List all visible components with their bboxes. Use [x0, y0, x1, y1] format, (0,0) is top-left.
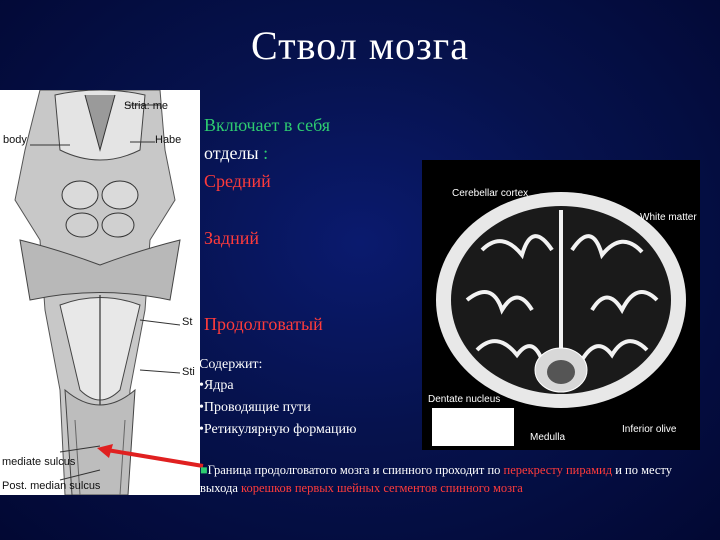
- cerebellum-section-image: [422, 160, 700, 450]
- label-posterior-median-sulcus: Post. median sulcus: [2, 480, 101, 492]
- contains-item-nuclei: •Ядра: [199, 378, 234, 393]
- footer-highlight-2: корешков первых шейных сегментов спинного мозга: [241, 481, 523, 495]
- intro-line-2-colon: :: [258, 143, 269, 163]
- label-medulla: Medulla: [530, 432, 566, 443]
- label-st-1: St: [182, 316, 193, 328]
- label-body: body: [3, 134, 27, 146]
- label-dentate-nucleus: Dentate nucleus: [428, 394, 501, 405]
- cerebellum-drawing: [422, 160, 700, 450]
- label-intermediate-sulcus: mediate sulcus: [2, 456, 76, 468]
- label-st-2: Sti: [182, 366, 195, 378]
- brainstem-illustration: [0, 90, 200, 495]
- contains-item-reticular: •Ретикулярную формацию: [199, 422, 357, 437]
- intro-line-2-word: отделы: [204, 143, 259, 163]
- contains-heading: Содержит:: [199, 357, 263, 372]
- label-stria: Stria: me: [124, 100, 169, 112]
- intro-line-1: Включает в себя: [204, 115, 331, 135]
- footer-highlight-1: перекресту пирамид: [503, 463, 613, 477]
- slide-title: Ствол мозга: [251, 23, 469, 68]
- section-midbrain: Средний: [204, 171, 271, 191]
- intro-line-2: [204, 140, 268, 166]
- footer-note: [200, 461, 705, 497]
- brainstem-drawing: [0, 90, 200, 495]
- label-white-matter: White matter: [640, 212, 697, 223]
- footer-bullet: ■: [200, 463, 208, 477]
- label-habe: Habe: [155, 134, 182, 146]
- red-arrow-icon: [95, 444, 205, 474]
- label-cerebellar-cortex: Cerebellar cortex: [452, 188, 529, 199]
- footer-text-2: и по месту выхода: [200, 463, 672, 495]
- label-inferior-olive: Inferior olive: [622, 424, 677, 435]
- contains-item-pathways: •Проводящие пути: [199, 400, 311, 415]
- section-hindbrain: Задний: [204, 228, 260, 248]
- footer-text-1: Граница продолговатого мозга и спинного проходит по: [207, 463, 504, 477]
- section-medulla: Продолговатый: [204, 314, 323, 334]
